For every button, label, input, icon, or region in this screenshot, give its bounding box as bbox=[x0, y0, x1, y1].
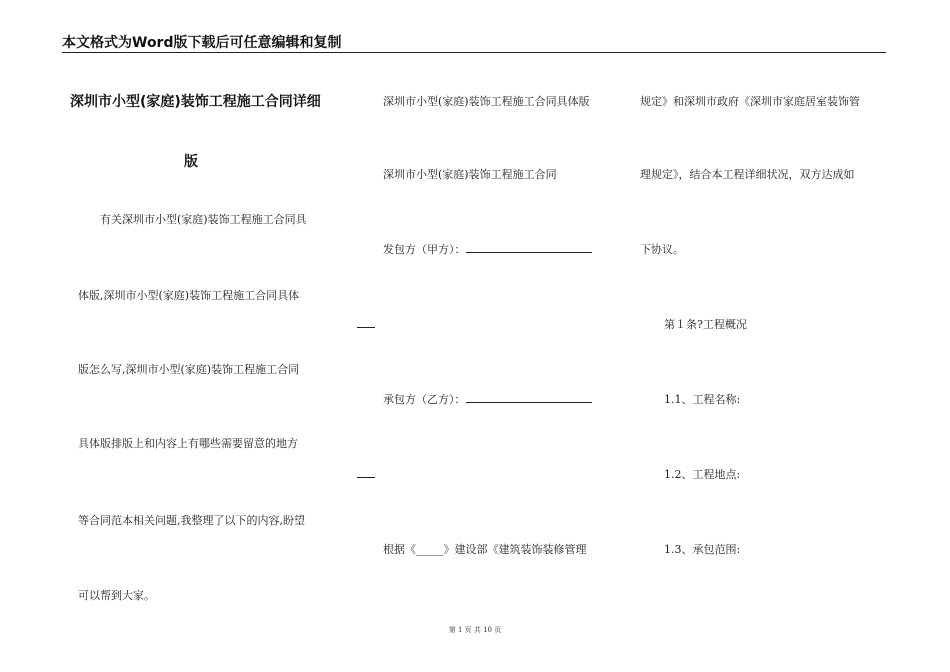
basis-row bbox=[383, 543, 587, 557]
doc-title-line-1: 深圳市小型(家庭)装饰工程施工合同详细 bbox=[70, 94, 321, 110]
party-b-label: 承包方（乙方）： bbox=[383, 393, 466, 406]
basis-blank: _____ bbox=[416, 543, 444, 556]
intro-line-3: 版怎么写,深圳市小型(家庭)装饰工程施工合同 bbox=[78, 363, 300, 376]
header-divider bbox=[62, 52, 886, 53]
doc-title-line-2: 版 bbox=[184, 154, 198, 170]
party-a-label: 发包方（甲方）： bbox=[383, 243, 466, 256]
basis-continued-2: 理规定》，结合本工程详细状况，双方达成如 bbox=[640, 168, 855, 181]
intro-line-4: 具体版排版上和内容上有哪些需要留意的地方 bbox=[78, 437, 298, 450]
party-a-blank bbox=[466, 243, 592, 253]
item-contract-scope: 1.3、承包范围: bbox=[664, 543, 741, 556]
party-a-continuation-rule bbox=[357, 327, 375, 328]
party-b-blank bbox=[466, 393, 592, 403]
party-a-row bbox=[383, 243, 592, 257]
item-project-name: 1.1、工程名称: bbox=[664, 393, 741, 406]
intro-line-2: 体版,深圳市小型(家庭)装饰工程施工合同具体 bbox=[78, 289, 300, 302]
intro-line-5: 等合同范本相关问题,我整理了以下的内容,盼望 bbox=[78, 514, 305, 527]
basis-prefix: 根据《 bbox=[383, 543, 416, 556]
basis-suffix: 》建设部《建筑装饰装修管理 bbox=[443, 543, 587, 556]
contract-heading-1: 深圳市小型(家庭)装饰工程施工合同具体版 bbox=[383, 95, 590, 108]
page-number: 第 1 页 共 10 页 bbox=[448, 626, 502, 634]
item-project-location: 1.2、工程地点: bbox=[664, 468, 741, 481]
party-b-continuation-rule bbox=[357, 477, 375, 478]
basis-continued-3: 下协议。 bbox=[640, 243, 684, 256]
basis-continued-1: 规定》和深圳市政府《深圳市家庭居室装饰管 bbox=[640, 95, 860, 108]
party-b-row bbox=[383, 393, 592, 407]
article-1-heading: 第１条?工程概况 bbox=[664, 318, 747, 331]
intro-line-6: 可以帮到大家。 bbox=[78, 589, 155, 602]
document-header: 本文格式为Word版下载后可任意编辑和复制 bbox=[62, 35, 342, 51]
contract-heading-2: 深圳市小型(家庭)装饰工程施工合同 bbox=[383, 168, 557, 181]
intro-line-1: 有关深圳市小型(家庭)装饰工程施工合同具 bbox=[100, 213, 307, 226]
